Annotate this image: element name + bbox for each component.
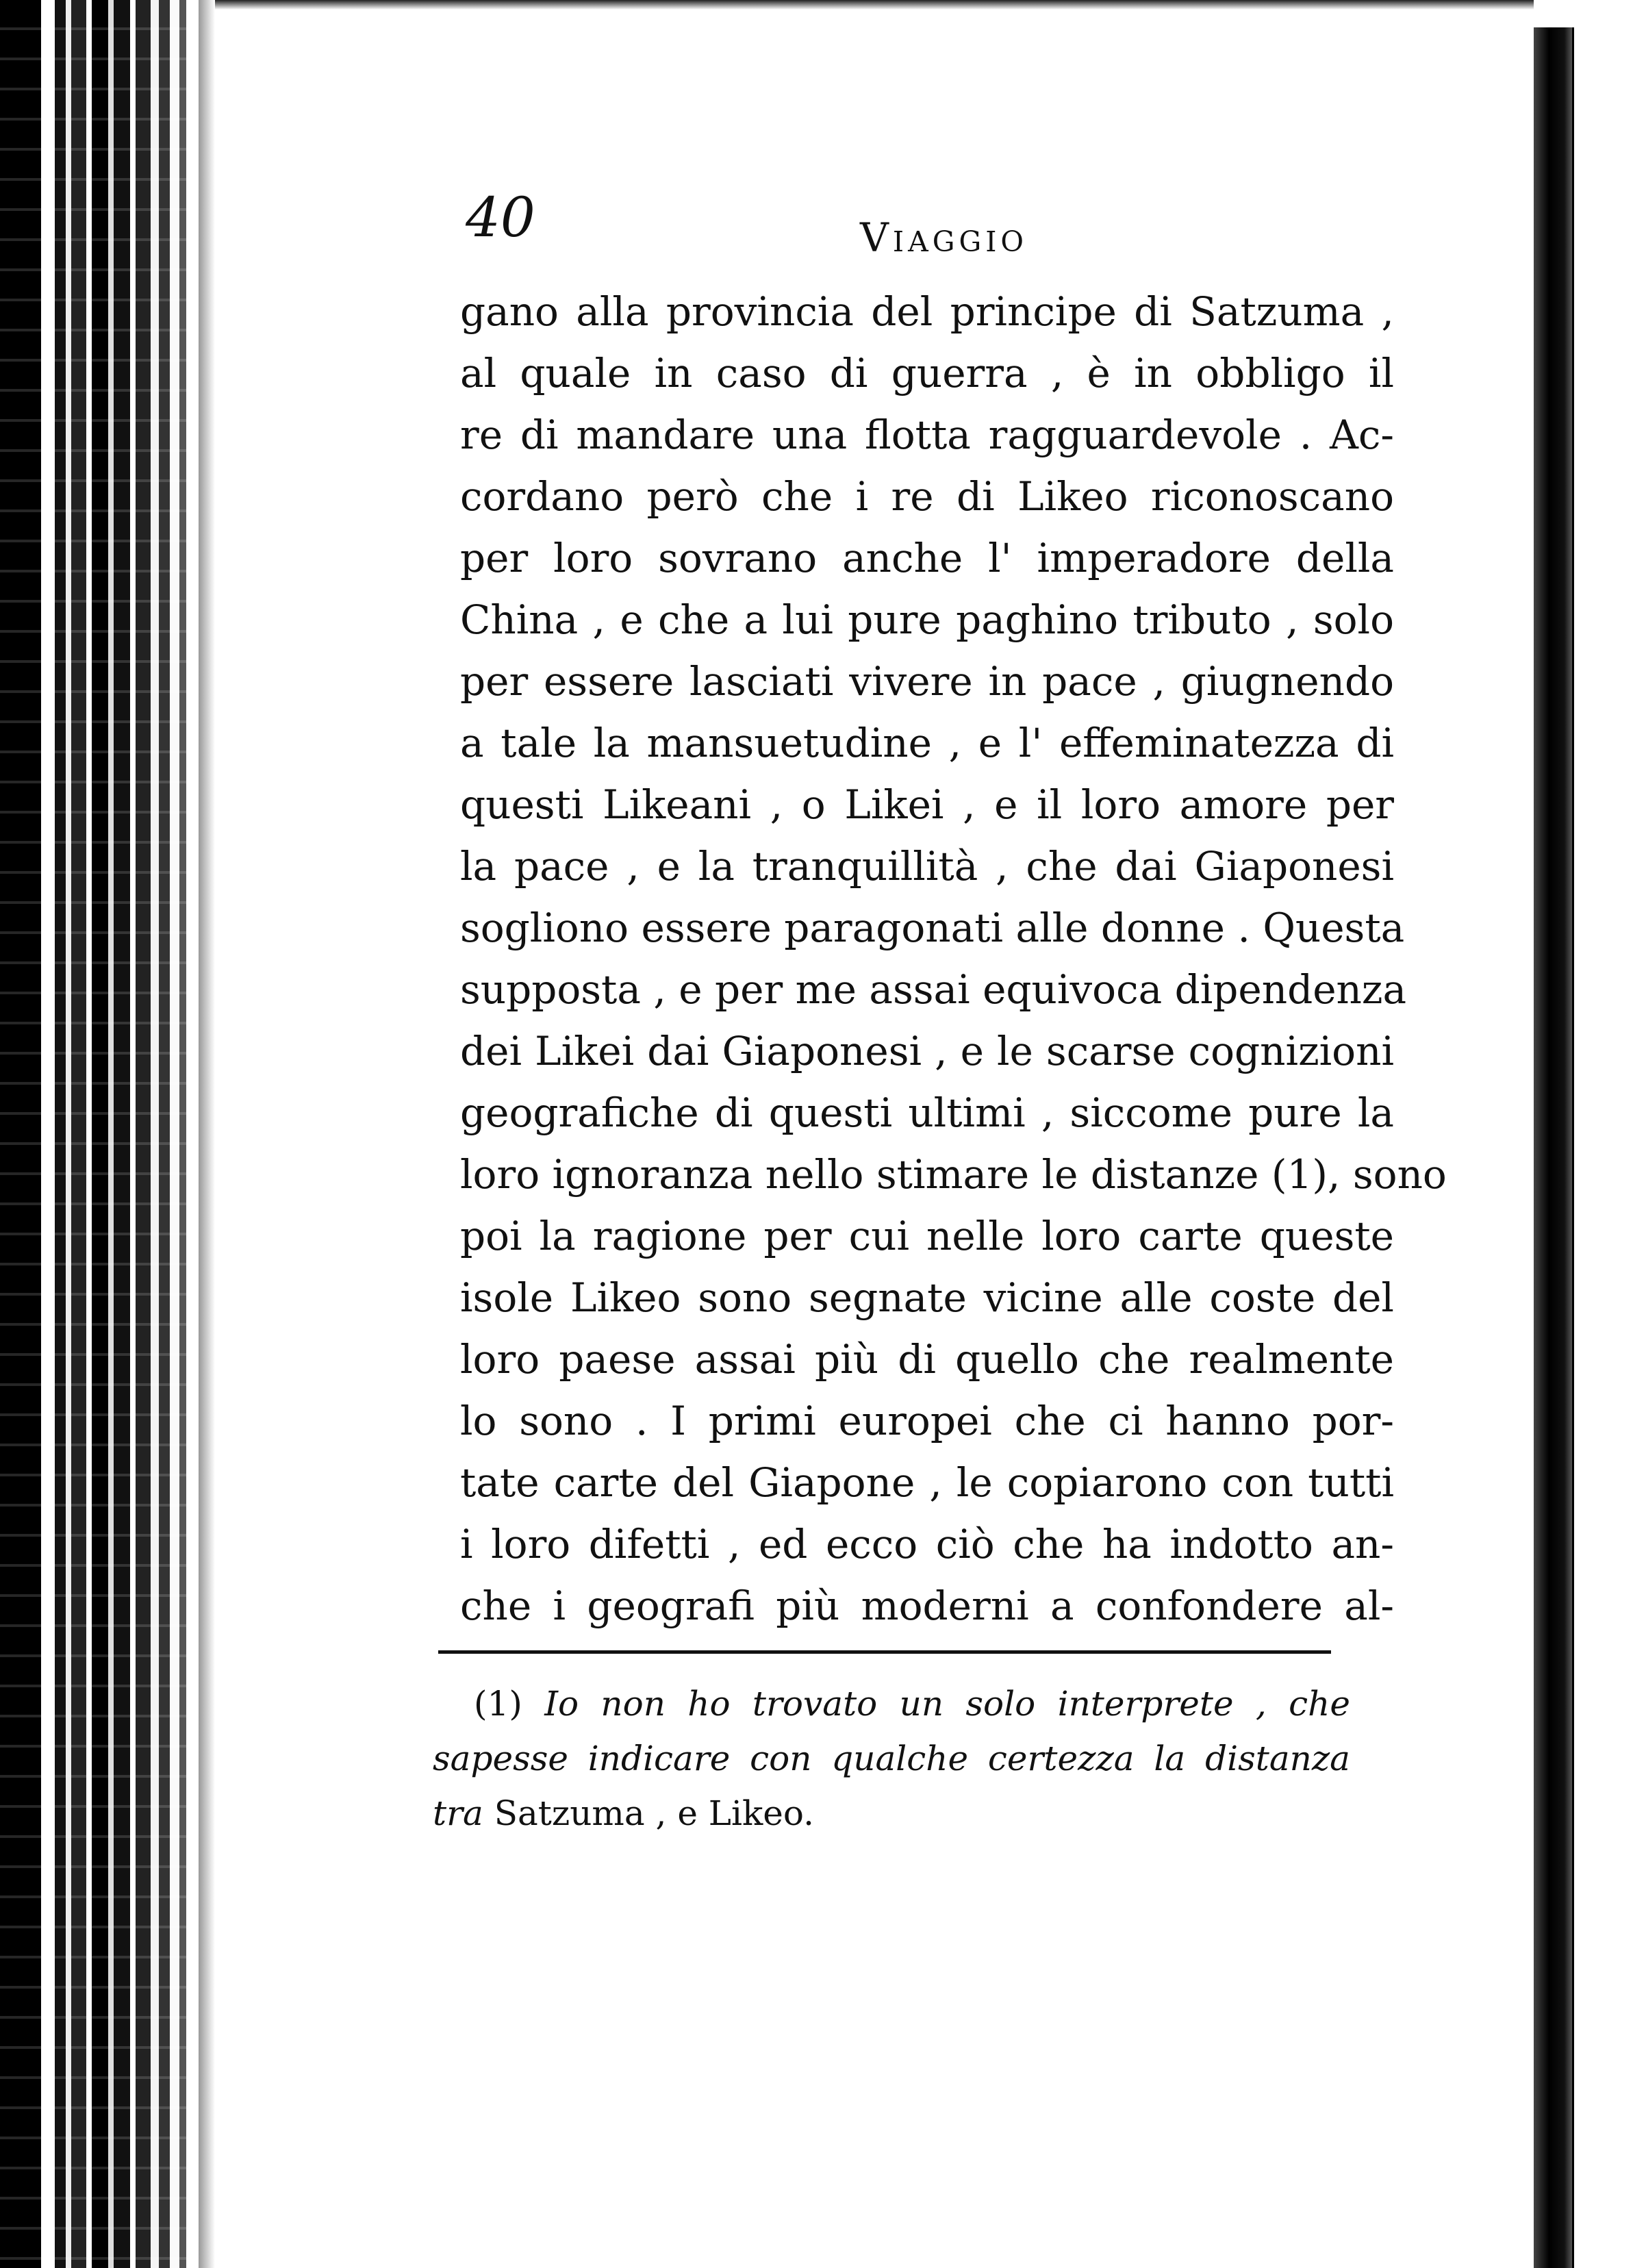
footnote-marker: (1) (474, 1684, 522, 1724)
gutter-shadow (199, 0, 215, 2268)
book-right-edge (1534, 0, 1646, 2268)
text-line: loro paese assai più di quello che realmente (460, 1336, 1394, 1383)
text-line: poi la ragione per cui nelle loro carte queste (460, 1213, 1394, 1259)
text-line: re di mandare una flotta ragguardevole . Ac- (460, 412, 1394, 458)
text-line: la pace , e la tranquillità , che dai Giaponesi (460, 843, 1394, 890)
text-line: che i geografi più moderni a confondere al- (460, 1583, 1394, 1629)
footnote-text-italic: tra (433, 1793, 483, 1833)
page-top-edge (199, 0, 1534, 10)
text-line: per loro sovrano anche l' imperadore della (460, 535, 1394, 581)
text-line: supposta , e per me assai equivoca dipendenza (460, 966, 1407, 1013)
book-left-edge (0, 0, 199, 2268)
text-line: lo sono . I primi europei che ci hanno por- (460, 1398, 1394, 1444)
footnote-rule (438, 1650, 1331, 1654)
page-number: 40 (466, 186, 535, 249)
footnote-line (433, 1676, 1350, 1731)
body-text (460, 281, 1447, 1637)
footnote-line: sapesse indicare con qualche certezza la distanza (433, 1739, 1350, 1778)
text-line: tate carte del Giapone , le copiarono con tutti (460, 1459, 1394, 1506)
text-line: sogliono essere paragonati alle donne . Questa (460, 905, 1405, 951)
right-edge-strip (1572, 27, 1581, 2268)
footnote (433, 1676, 1350, 1841)
text-line: gano alla provincia del principe di Satzuma , (460, 288, 1394, 335)
text-line: cordano però che i re di Likeo riconoscano (460, 473, 1394, 520)
running-title: Viaggio (860, 214, 1028, 261)
text-line: geografiche di questi ultimi , siccome pure la (460, 1089, 1394, 1136)
footnote-line (433, 1786, 1350, 1841)
text-line: a tale la mansuetudine , e l' effeminatezza di (460, 720, 1394, 766)
text-line: per essere lasciati vivere in pace , giugnendo (460, 658, 1394, 705)
footnote-text-roman: Satzuma , e Likeo. (494, 1793, 815, 1833)
footnote-text: Io non ho trovato un solo interprete , che (544, 1684, 1350, 1724)
right-edge-band (1534, 27, 1572, 2268)
text-line: loro ignoranza nello stimare le distanze (1), sono (460, 1151, 1447, 1198)
text-line: isole Likeo sono segnate vicine alle coste del (460, 1274, 1394, 1321)
text-line: i loro difetti , ed ecco ciò che ha indotto an- (460, 1521, 1394, 1567)
text-line: questi Likeani , o Likei , e il loro amore per (460, 781, 1394, 828)
text-line: al quale in caso di guerra , è in obbligo il (460, 350, 1394, 396)
text-line: China , e che a lui pure paghino tributo , solo (460, 596, 1394, 643)
text-line: dei Likei dai Giaponesi , e le scarse cognizioni (460, 1028, 1394, 1074)
